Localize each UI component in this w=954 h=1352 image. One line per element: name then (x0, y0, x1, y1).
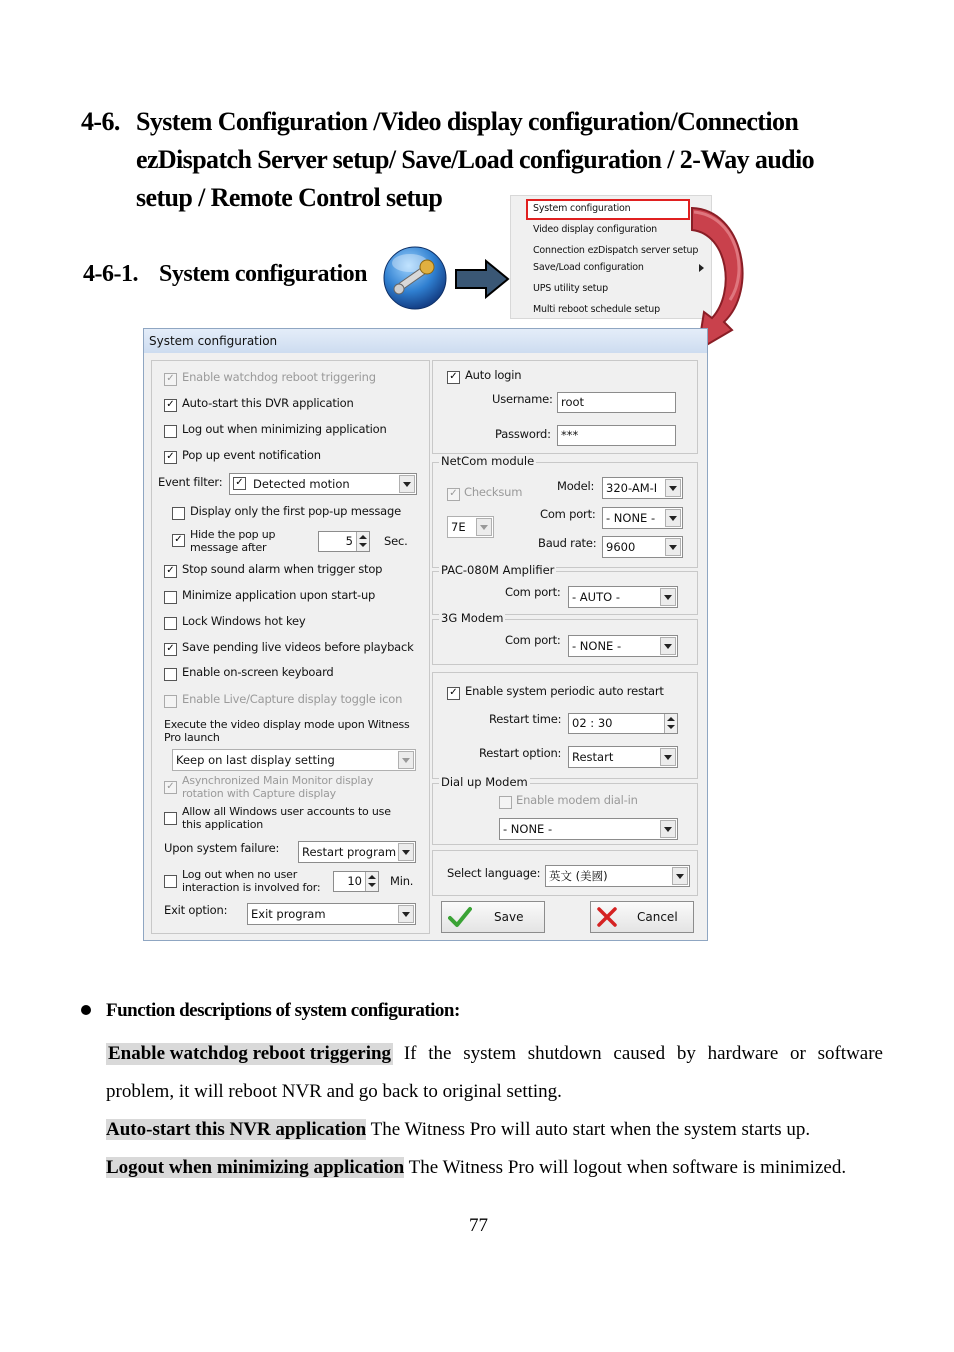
lock-hotkey-checkbox[interactable] (164, 617, 177, 630)
periodic-restart-label: Enable system periodic auto restart (465, 684, 664, 698)
async-rotation-label: Asynchronized Main Monitor display rotation with Capture display (182, 774, 374, 800)
left-settings-panel (151, 360, 430, 934)
logout-minimize-label: Log out when minimizing application (182, 422, 387, 436)
description-term-autostart: Auto-start this NVR application (106, 1119, 367, 1140)
lock-hotkey-label: Lock Windows hot key (182, 614, 306, 628)
auto-login-label: Auto login (465, 368, 522, 382)
checkmark-icon (448, 906, 472, 931)
menu-item-save-load[interactable]: Save/Load configuration (533, 262, 644, 273)
periodic-restart-checkbox[interactable]: ✓ (447, 687, 460, 700)
restart-time-label: Restart time: (489, 712, 562, 726)
dialin-label: Enable modem dial-in (516, 793, 638, 807)
dialup-value: - NONE - (503, 822, 553, 836)
failure-select[interactable] (298, 841, 416, 863)
restart-time-spinner[interactable] (568, 713, 678, 734)
password-label: Password: (495, 427, 551, 441)
menu-item-ups[interactable]: UPS utility setup (533, 283, 608, 294)
save-pending-label: Save pending live videos before playback (182, 640, 414, 654)
chevron-down-icon (665, 538, 681, 556)
checksum-label: Checksum (464, 485, 523, 499)
description-text-watchdog-cont: problem, it will reboot NVR and go back to original setting. (106, 1081, 562, 1102)
dialup-select[interactable] (499, 818, 678, 840)
baud-select[interactable] (602, 536, 683, 558)
dialog-title-bar (144, 329, 707, 353)
pac-comport-value: - AUTO - (572, 590, 620, 604)
spinner-arrows-icon[interactable] (664, 714, 677, 733)
descriptions-title: Function descriptions of system configuration: (106, 1000, 460, 1021)
hide-seconds-spinner[interactable] (318, 531, 370, 552)
autostart-checkbox[interactable]: ✓ (164, 399, 177, 412)
chevron-down-icon (398, 751, 414, 769)
username-field[interactable]: root (557, 392, 676, 413)
idle-minutes-value: 10 (347, 874, 362, 888)
sec-label: Sec. (384, 534, 408, 548)
event-filter-check: ✓ (233, 477, 246, 490)
modem3g-comport-label: Com port: (505, 633, 561, 647)
menu-item-ezdispatch[interactable]: Connection ezDispatch server setup (533, 245, 699, 256)
watchdog-checkbox[interactable]: ✓ (164, 373, 177, 386)
hide-popup-checkbox[interactable]: ✓ (172, 534, 185, 547)
description-term-logout: Logout when minimizing application (106, 1157, 405, 1178)
onscreen-kb-checkbox[interactable] (164, 668, 177, 681)
stop-sound-label: Stop sound alarm when trigger stop (182, 562, 383, 576)
netcom-group-label: NetCom module (441, 454, 535, 468)
model-label: Model: (557, 479, 595, 493)
event-filter-value: Detected motion (253, 477, 350, 491)
pac-panel (432, 563, 698, 615)
event-filter-label: Event filter: (158, 475, 223, 489)
logout-idle-label: Log out when no user interaction is involved for: (182, 868, 321, 894)
logout-minimize-checkbox[interactable] (164, 425, 177, 438)
system-configuration-dialog (143, 328, 708, 941)
chevron-down-icon (660, 748, 676, 766)
pac-group-label: PAC-080M Amplifier (441, 563, 555, 577)
baud-value: 9600 (606, 540, 636, 554)
language-panel (432, 850, 698, 896)
min-label: Min. (390, 874, 414, 888)
popup-label: Pop up event notification (182, 448, 321, 462)
password-field[interactable]: *** (557, 425, 676, 446)
pac-comport-select[interactable] (568, 586, 678, 608)
chevron-down-icon (660, 588, 676, 606)
auto-login-panel (432, 360, 698, 454)
chevron-down-icon (665, 479, 681, 497)
netcom-comport-select[interactable] (602, 507, 683, 529)
allow-accounts-label: Allow all Windows user accounts to use this application (182, 805, 391, 831)
execute-mode-label: Execute the video display mode upon Witness Pro launch (164, 718, 410, 744)
model-value: 320-AM-I (606, 481, 658, 495)
chevron-down-icon (672, 867, 688, 885)
username-label: Username: (492, 392, 553, 406)
dialup-panel (432, 775, 698, 845)
async-rotation-checkbox[interactable]: ✓ (164, 781, 177, 794)
menu-item-multi-reboot[interactable]: Multi reboot schedule setup (533, 304, 660, 315)
chevron-down-icon (665, 509, 681, 527)
exit-option-value: Exit program (251, 907, 326, 921)
popup-checkbox[interactable]: ✓ (164, 451, 177, 464)
dialup-group-label: Dial up Modem (441, 775, 528, 789)
description-watchdog (106, 1043, 883, 1065)
logout-idle-checkbox[interactable] (164, 875, 177, 888)
dialog-title: System configuration (149, 334, 278, 348)
failure-value: Restart program (302, 845, 397, 859)
model-select[interactable] (602, 477, 683, 499)
periodic-restart-panel (432, 672, 698, 779)
restart-option-label: Restart option: (479, 746, 562, 760)
subsection-title: System configuration (159, 261, 367, 287)
display-mode-value: Keep on last display setting (176, 753, 335, 767)
stop-sound-checkbox[interactable]: ✓ (164, 565, 177, 578)
page-number: 77 (469, 1215, 488, 1236)
menu-item-system-configuration[interactable]: System configuration (533, 203, 631, 214)
description-text-logout: The Witness Pro will logout when software is minimized. (408, 1157, 847, 1178)
hide-popup-label: Hide the pop up message after (190, 528, 276, 554)
description-logout (106, 1157, 846, 1179)
section-title-line2: ezDispatch Server setup/ Save/Load configuration / 2-Way audio (136, 145, 815, 174)
menu-item-video-display[interactable]: Video display configuration (533, 224, 658, 235)
idle-minutes-spinner[interactable] (333, 871, 379, 892)
live-toggle-checkbox[interactable] (164, 695, 177, 708)
netcom-comport-label: Com port: (540, 507, 596, 521)
description-autostart (106, 1119, 810, 1141)
right-arrow-icon (454, 259, 510, 299)
checksum-value: 7E (451, 520, 466, 534)
close-icon (596, 906, 618, 931)
checksum-checkbox[interactable]: ✓ (447, 488, 460, 501)
section-number: 4-6. (81, 107, 120, 136)
modem3g-group-label: 3G Modem (441, 611, 504, 625)
first-popup-label: Display only the first pop-up message (190, 504, 401, 518)
save-label: Save (494, 910, 524, 924)
save-pending-checkbox[interactable]: ✓ (164, 643, 177, 656)
wrench-icon (382, 245, 448, 311)
first-popup-checkbox[interactable] (172, 507, 185, 520)
restart-option-value: Restart (572, 750, 614, 764)
autostart-label: Auto-start this DVR application (182, 396, 354, 410)
chevron-down-icon (476, 518, 492, 536)
chevron-down-icon (660, 637, 676, 655)
netcom-comport-value: - NONE - (606, 511, 656, 525)
checksum-select[interactable] (447, 516, 494, 538)
pac-comport-label: Com port: (505, 585, 561, 599)
language-label: Select language: (447, 866, 541, 880)
display-mode-select[interactable] (172, 749, 416, 771)
modem3g-comport-select[interactable] (568, 635, 678, 657)
chevron-down-icon (399, 475, 415, 493)
section-title-line3: setup / Remote Control setup (136, 183, 443, 212)
hide-seconds-value: 5 (345, 534, 353, 548)
exit-option-select[interactable] (247, 903, 416, 925)
chevron-down-icon (398, 843, 414, 861)
save-button[interactable] (441, 901, 545, 933)
description-text-watchdog: If the system shutdown caused by hardware or software (403, 1043, 883, 1064)
restart-time-value: 02 : 30 (572, 716, 613, 730)
section-title-line1: System Configuration /Video display configuration/Connection (136, 107, 799, 136)
live-toggle-label: Enable Live/Capture display toggle icon (182, 692, 403, 706)
cancel-button[interactable] (590, 901, 694, 933)
chevron-down-icon (660, 820, 676, 838)
restart-option-select[interactable] (568, 746, 678, 768)
event-filter-select[interactable] (229, 473, 417, 495)
minimize-startup-checkbox[interactable] (164, 591, 177, 604)
minimize-startup-label: Minimize application upon start-up (182, 588, 376, 602)
auto-login-checkbox[interactable]: ✓ (447, 371, 460, 384)
chevron-down-icon (398, 905, 414, 923)
spinner-arrows-icon[interactable] (365, 872, 378, 891)
baud-label: Baud rate: (538, 536, 597, 550)
language-select[interactable] (545, 865, 690, 887)
modem3g-panel (432, 611, 698, 665)
subsection-number: 4-6-1. (83, 261, 138, 287)
bullet-icon (81, 1005, 91, 1015)
dialin-checkbox[interactable] (499, 796, 512, 809)
description-term-watchdog: Enable watchdog reboot triggering (108, 1043, 392, 1064)
allow-accounts-checkbox[interactable] (164, 812, 177, 825)
onscreen-kb-label: Enable on-screen keyboard (182, 665, 334, 679)
failure-label: Upon system failure: (164, 841, 280, 855)
exit-option-label: Exit option: (164, 903, 228, 917)
language-value: 英文 (美國) (549, 869, 608, 883)
context-menu (510, 195, 712, 319)
modem3g-comport-value: - NONE - (572, 639, 622, 653)
watchdog-label: Enable watchdog reboot triggering (182, 370, 376, 384)
description-text-autostart: The Witness Pro will auto start when the system starts up. (370, 1119, 811, 1140)
spinner-arrows-icon[interactable] (356, 532, 369, 551)
netcom-panel (432, 454, 698, 568)
cancel-label: Cancel (637, 910, 678, 924)
